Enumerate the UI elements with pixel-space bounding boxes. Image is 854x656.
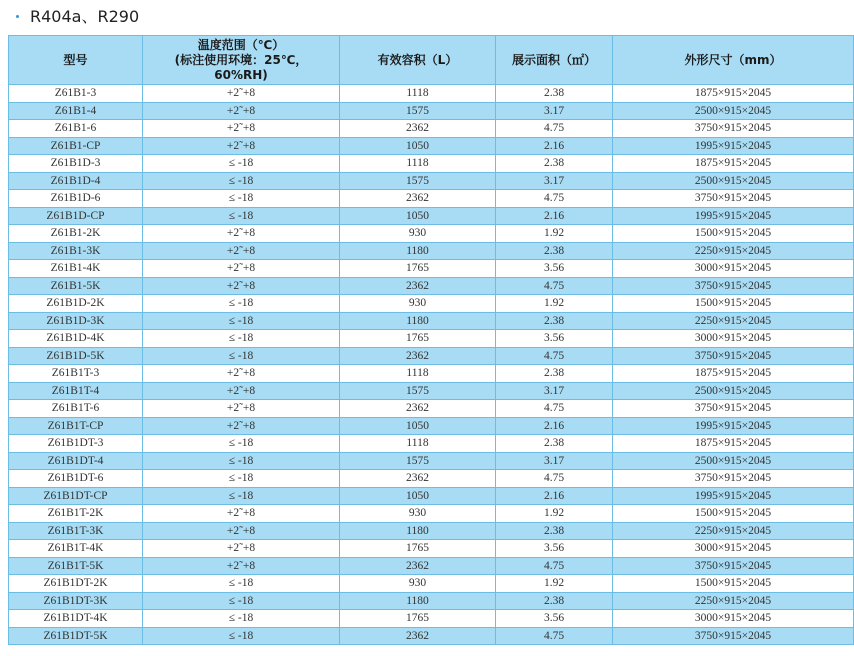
cell-model: Z61B1T-6 bbox=[9, 400, 143, 418]
cell-model: Z61B1DT-5K bbox=[9, 627, 143, 645]
cell-model: Z61B1D-6 bbox=[9, 190, 143, 208]
cell-dimensions: 2500×915×2045 bbox=[613, 102, 854, 120]
cell-dimensions: 2250×915×2045 bbox=[613, 312, 854, 330]
cell-model: Z61B1D-5K bbox=[9, 347, 143, 365]
cell-dimensions: 3750×915×2045 bbox=[613, 120, 854, 138]
cell-temperature: +2˜+8 bbox=[143, 400, 340, 418]
refrigerant-text: R404a、R290 bbox=[30, 6, 140, 26]
cell-volume: 1050 bbox=[340, 137, 496, 155]
cell-area: 3.17 bbox=[496, 102, 613, 120]
cell-temperature: ≤ -18 bbox=[143, 207, 340, 225]
cell-area: 1.92 bbox=[496, 575, 613, 593]
cell-temperature: +2˜+8 bbox=[143, 277, 340, 295]
table-row bbox=[9, 190, 854, 208]
cell-dimensions: 2250×915×2045 bbox=[613, 592, 854, 610]
cell-model: Z61B1D-2K bbox=[9, 295, 143, 313]
cell-area: 4.75 bbox=[496, 557, 613, 575]
cell-volume: 930 bbox=[340, 295, 496, 313]
cell-area: 2.38 bbox=[496, 365, 613, 383]
cell-temperature: ≤ -18 bbox=[143, 155, 340, 173]
table-row bbox=[9, 487, 854, 505]
cell-model: Z61B1DT-3K bbox=[9, 592, 143, 610]
cell-dimensions: 1875×915×2045 bbox=[613, 85, 854, 103]
cell-temperature: +2˜+8 bbox=[143, 85, 340, 103]
cell-volume: 2362 bbox=[340, 277, 496, 295]
cell-temperature: +2˜+8 bbox=[143, 120, 340, 138]
cell-model: Z61B1T-CP bbox=[9, 417, 143, 435]
table-row bbox=[9, 470, 854, 488]
table-row bbox=[9, 435, 854, 453]
cell-volume: 1118 bbox=[340, 365, 496, 383]
cell-volume: 1575 bbox=[340, 172, 496, 190]
cell-temperature: +2˜+8 bbox=[143, 102, 340, 120]
spec-table bbox=[8, 35, 854, 645]
cell-dimensions: 1500×915×2045 bbox=[613, 575, 854, 593]
table-row bbox=[9, 277, 854, 295]
cell-model: Z61B1DT-3 bbox=[9, 435, 143, 453]
cell-model: Z61B1T-5K bbox=[9, 557, 143, 575]
cell-dimensions: 2500×915×2045 bbox=[613, 172, 854, 190]
cell-temperature: +2˜+8 bbox=[143, 557, 340, 575]
cell-model: Z61B1D-4 bbox=[9, 172, 143, 190]
cell-model: Z61B1D-CP bbox=[9, 207, 143, 225]
cell-temperature: ≤ -18 bbox=[143, 452, 340, 470]
cell-volume: 1180 bbox=[340, 242, 496, 260]
cell-temperature: +2˜+8 bbox=[143, 417, 340, 435]
cell-area: 2.38 bbox=[496, 435, 613, 453]
cell-area: 3.56 bbox=[496, 330, 613, 348]
header-temperature-range bbox=[143, 36, 340, 85]
cell-volume: 1765 bbox=[340, 260, 496, 278]
cell-volume: 1118 bbox=[340, 85, 496, 103]
cell-model: Z61B1-CP bbox=[9, 137, 143, 155]
table-row bbox=[9, 382, 854, 400]
header-display-area: 展示面积（㎡） bbox=[496, 36, 613, 85]
cell-dimensions: 1995×915×2045 bbox=[613, 417, 854, 435]
cell-dimensions: 3000×915×2045 bbox=[613, 260, 854, 278]
cell-temperature: ≤ -18 bbox=[143, 295, 340, 313]
cell-volume: 930 bbox=[340, 575, 496, 593]
header-temperature-line: 温度范围（℃） bbox=[197, 37, 285, 52]
cell-model: Z61B1T-3K bbox=[9, 522, 143, 540]
table-row bbox=[9, 242, 854, 260]
cell-model: Z61B1D-3K bbox=[9, 312, 143, 330]
cell-volume: 2362 bbox=[340, 557, 496, 575]
cell-model: Z61B1DT-6 bbox=[9, 470, 143, 488]
refrigerant-line bbox=[16, 2, 139, 28]
table-row bbox=[9, 610, 854, 628]
cell-temperature: ≤ -18 bbox=[143, 627, 340, 645]
table-row bbox=[9, 365, 854, 383]
header-model: 型号 bbox=[9, 36, 143, 85]
cell-volume: 2362 bbox=[340, 347, 496, 365]
cell-dimensions: 3000×915×2045 bbox=[613, 330, 854, 348]
cell-model: Z61B1D-4K bbox=[9, 330, 143, 348]
cell-dimensions: 3000×915×2045 bbox=[613, 540, 854, 558]
table-row bbox=[9, 452, 854, 470]
cell-temperature: +2˜+8 bbox=[143, 505, 340, 523]
cell-model: Z61B1DT-CP bbox=[9, 487, 143, 505]
cell-dimensions: 2500×915×2045 bbox=[613, 382, 854, 400]
cell-volume: 1575 bbox=[340, 382, 496, 400]
table-row bbox=[9, 260, 854, 278]
cell-area: 4.75 bbox=[496, 400, 613, 418]
cell-dimensions: 1875×915×2045 bbox=[613, 435, 854, 453]
cell-area: 2.38 bbox=[496, 312, 613, 330]
header-temperature-line: 60%RH) bbox=[214, 67, 268, 82]
cell-dimensions: 1995×915×2045 bbox=[613, 137, 854, 155]
cell-dimensions: 3750×915×2045 bbox=[613, 627, 854, 645]
cell-temperature: ≤ -18 bbox=[143, 435, 340, 453]
table-row bbox=[9, 540, 854, 558]
cell-temperature: ≤ -18 bbox=[143, 470, 340, 488]
cell-dimensions: 1500×915×2045 bbox=[613, 295, 854, 313]
cell-area: 3.17 bbox=[496, 452, 613, 470]
cell-model: Z61B1T-4K bbox=[9, 540, 143, 558]
table-row bbox=[9, 225, 854, 243]
cell-temperature: +2˜+8 bbox=[143, 242, 340, 260]
cell-volume: 1765 bbox=[340, 330, 496, 348]
cell-volume: 1575 bbox=[340, 452, 496, 470]
cell-area: 1.92 bbox=[496, 225, 613, 243]
cell-volume: 1050 bbox=[340, 207, 496, 225]
cell-dimensions: 2250×915×2045 bbox=[613, 242, 854, 260]
cell-temperature: +2˜+8 bbox=[143, 365, 340, 383]
cell-model: Z61B1T-4 bbox=[9, 382, 143, 400]
cell-dimensions: 3750×915×2045 bbox=[613, 557, 854, 575]
cell-area: 4.75 bbox=[496, 277, 613, 295]
cell-area: 3.17 bbox=[496, 172, 613, 190]
cell-temperature: +2˜+8 bbox=[143, 137, 340, 155]
cell-volume: 2362 bbox=[340, 400, 496, 418]
cell-volume: 930 bbox=[340, 225, 496, 243]
cell-dimensions: 3750×915×2045 bbox=[613, 347, 854, 365]
cell-dimensions: 2250×915×2045 bbox=[613, 522, 854, 540]
cell-model: Z61B1-3 bbox=[9, 85, 143, 103]
cell-volume: 930 bbox=[340, 505, 496, 523]
table-row bbox=[9, 592, 854, 610]
cell-area: 2.38 bbox=[496, 85, 613, 103]
cell-volume: 1765 bbox=[340, 540, 496, 558]
cell-dimensions: 3750×915×2045 bbox=[613, 190, 854, 208]
header-temperature-text bbox=[175, 38, 308, 82]
cell-temperature: ≤ -18 bbox=[143, 190, 340, 208]
cell-model: Z61B1D-3 bbox=[9, 155, 143, 173]
cell-area: 2.16 bbox=[496, 417, 613, 435]
cell-dimensions: 1875×915×2045 bbox=[613, 365, 854, 383]
cell-temperature: ≤ -18 bbox=[143, 592, 340, 610]
cell-model: Z61B1DT-4K bbox=[9, 610, 143, 628]
cell-volume: 1118 bbox=[340, 155, 496, 173]
cell-dimensions: 1875×915×2045 bbox=[613, 155, 854, 173]
cell-model: Z61B1T-2K bbox=[9, 505, 143, 523]
cell-volume: 1180 bbox=[340, 522, 496, 540]
cell-area: 2.16 bbox=[496, 137, 613, 155]
header-effective-volume: 有效容积（L） bbox=[340, 36, 496, 85]
cell-volume: 2362 bbox=[340, 120, 496, 138]
cell-area: 1.92 bbox=[496, 505, 613, 523]
cell-area: 3.56 bbox=[496, 610, 613, 628]
cell-area: 2.38 bbox=[496, 522, 613, 540]
cell-volume: 2362 bbox=[340, 627, 496, 645]
cell-area: 2.38 bbox=[496, 155, 613, 173]
cell-volume: 1118 bbox=[340, 435, 496, 453]
cell-dimensions: 3750×915×2045 bbox=[613, 470, 854, 488]
cell-area: 4.75 bbox=[496, 190, 613, 208]
cell-area: 4.75 bbox=[496, 470, 613, 488]
table-row bbox=[9, 172, 854, 190]
table-header-row bbox=[9, 36, 854, 85]
cell-temperature: ≤ -18 bbox=[143, 330, 340, 348]
cell-model: Z61B1DT-2K bbox=[9, 575, 143, 593]
table-row bbox=[9, 155, 854, 173]
cell-area: 1.92 bbox=[496, 295, 613, 313]
cell-volume: 1180 bbox=[340, 592, 496, 610]
cell-temperature: +2˜+8 bbox=[143, 382, 340, 400]
cell-dimensions: 3750×915×2045 bbox=[613, 277, 854, 295]
cell-volume: 2362 bbox=[340, 470, 496, 488]
cell-volume: 1765 bbox=[340, 610, 496, 628]
cell-volume: 1180 bbox=[340, 312, 496, 330]
cell-area: 4.75 bbox=[496, 627, 613, 645]
cell-dimensions: 3000×915×2045 bbox=[613, 610, 854, 628]
table-row bbox=[9, 330, 854, 348]
header-temperature-line: (标注使用环境：25℃， bbox=[174, 52, 308, 67]
cell-dimensions: 3750×915×2045 bbox=[613, 400, 854, 418]
table-row bbox=[9, 347, 854, 365]
cell-dimensions: 1995×915×2045 bbox=[613, 487, 854, 505]
cell-model: Z61B1-3K bbox=[9, 242, 143, 260]
cell-model: Z61B1-4K bbox=[9, 260, 143, 278]
cell-model: Z61B1-5K bbox=[9, 277, 143, 295]
cell-area: 2.38 bbox=[496, 242, 613, 260]
cell-temperature: ≤ -18 bbox=[143, 172, 340, 190]
cell-area: 2.16 bbox=[496, 207, 613, 225]
table-row bbox=[9, 120, 854, 138]
table-row bbox=[9, 295, 854, 313]
cell-model: Z61B1-2K bbox=[9, 225, 143, 243]
cell-volume: 1050 bbox=[340, 487, 496, 505]
cell-temperature: +2˜+8 bbox=[143, 540, 340, 558]
table-row bbox=[9, 137, 854, 155]
table-row bbox=[9, 102, 854, 120]
cell-temperature: ≤ -18 bbox=[143, 575, 340, 593]
cell-dimensions: 1995×915×2045 bbox=[613, 207, 854, 225]
table-row bbox=[9, 400, 854, 418]
cell-volume: 2362 bbox=[340, 190, 496, 208]
table-row bbox=[9, 522, 854, 540]
table-row bbox=[9, 627, 854, 645]
cell-temperature: ≤ -18 bbox=[143, 610, 340, 628]
cell-temperature: ≤ -18 bbox=[143, 312, 340, 330]
table-row bbox=[9, 557, 854, 575]
table-body bbox=[9, 85, 854, 645]
cell-area: 4.75 bbox=[496, 120, 613, 138]
cell-area: 3.17 bbox=[496, 382, 613, 400]
cell-temperature: +2˜+8 bbox=[143, 225, 340, 243]
cell-area: 3.56 bbox=[496, 260, 613, 278]
table-row bbox=[9, 417, 854, 435]
cell-volume: 1575 bbox=[340, 102, 496, 120]
header-dimensions: 外形尺寸（mm） bbox=[613, 36, 854, 85]
cell-model: Z61B1DT-4 bbox=[9, 452, 143, 470]
table-row bbox=[9, 312, 854, 330]
cell-dimensions: 2500×915×2045 bbox=[613, 452, 854, 470]
table-row bbox=[9, 505, 854, 523]
cell-area: 3.56 bbox=[496, 540, 613, 558]
cell-area: 2.38 bbox=[496, 592, 613, 610]
cell-dimensions: 1500×915×2045 bbox=[613, 505, 854, 523]
bullet-dot-icon bbox=[16, 15, 19, 18]
cell-dimensions: 1500×915×2045 bbox=[613, 225, 854, 243]
cell-volume: 1050 bbox=[340, 417, 496, 435]
cell-temperature: +2˜+8 bbox=[143, 260, 340, 278]
table-row bbox=[9, 85, 854, 103]
cell-temperature: ≤ -18 bbox=[143, 347, 340, 365]
cell-model: Z61B1-6 bbox=[9, 120, 143, 138]
cell-model: Z61B1T-3 bbox=[9, 365, 143, 383]
cell-temperature: +2˜+8 bbox=[143, 522, 340, 540]
cell-area: 2.16 bbox=[496, 487, 613, 505]
cell-temperature: ≤ -18 bbox=[143, 487, 340, 505]
table-row bbox=[9, 207, 854, 225]
cell-area: 4.75 bbox=[496, 347, 613, 365]
cell-model: Z61B1-4 bbox=[9, 102, 143, 120]
table-row bbox=[9, 575, 854, 593]
